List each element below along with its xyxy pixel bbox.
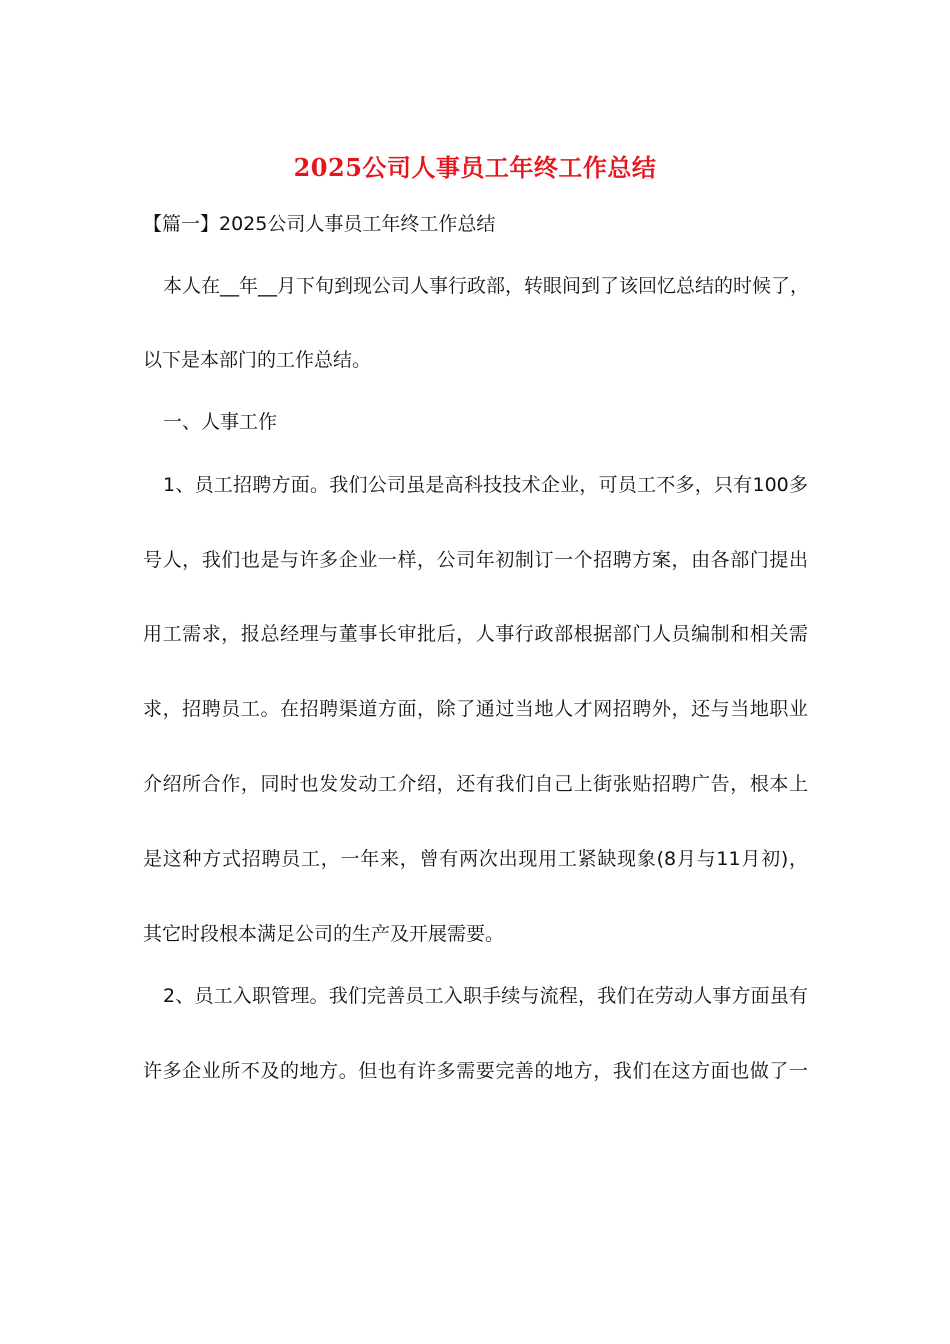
paragraph-line: 用工需求，报总经理与董事长审批后，人事行政部根据部门人员编制和相关需	[143, 623, 808, 645]
paragraph-line: 求，招聘员工。在招聘渠道方面，除了通过当地人才网招聘外，还与当地职业	[143, 698, 808, 720]
paragraph-line: 是这种方式招聘员工，一年来，曾有两次出现用工紧缺现象(8月与11月初)，	[143, 848, 808, 870]
paragraph-line: 许多企业所不及的地方。但也有许多需要完善的地方，我们在这方面也做了一	[143, 1060, 808, 1082]
section-heading: 【篇一】2025公司人事员工年终工作总结	[143, 213, 496, 235]
document-title: 2025公司人事员工年终工作总结	[293, 153, 657, 182]
paragraph-line: 本人在__年__月下旬到现公司人事行政部，转眼间到了该回忆总结的时候了，	[163, 275, 810, 297]
paragraph-line: 以下是本部门的工作总结。	[143, 349, 372, 371]
paragraph-line: 号人，我们也是与许多企业一样，公司年初制订一个招聘方案，由各部门提出	[143, 549, 808, 571]
paragraph-line: 1、员工招聘方面。我们公司虽是高科技技术企业，可员工不多，只有100多	[163, 474, 808, 496]
paragraph-line: 介绍所合作，同时也发发动工介绍，还有我们自己上街张贴招聘广告，根本上	[143, 773, 808, 795]
subheading-personnel-work: 一、人事工作	[163, 411, 278, 433]
paragraph-line: 2、员工入职管理。我们完善员工入职手续与流程，我们在劳动人事方面虽有	[163, 985, 808, 1007]
paragraph-line: 其它时段根本满足公司的生产及开展需要。	[143, 923, 505, 945]
